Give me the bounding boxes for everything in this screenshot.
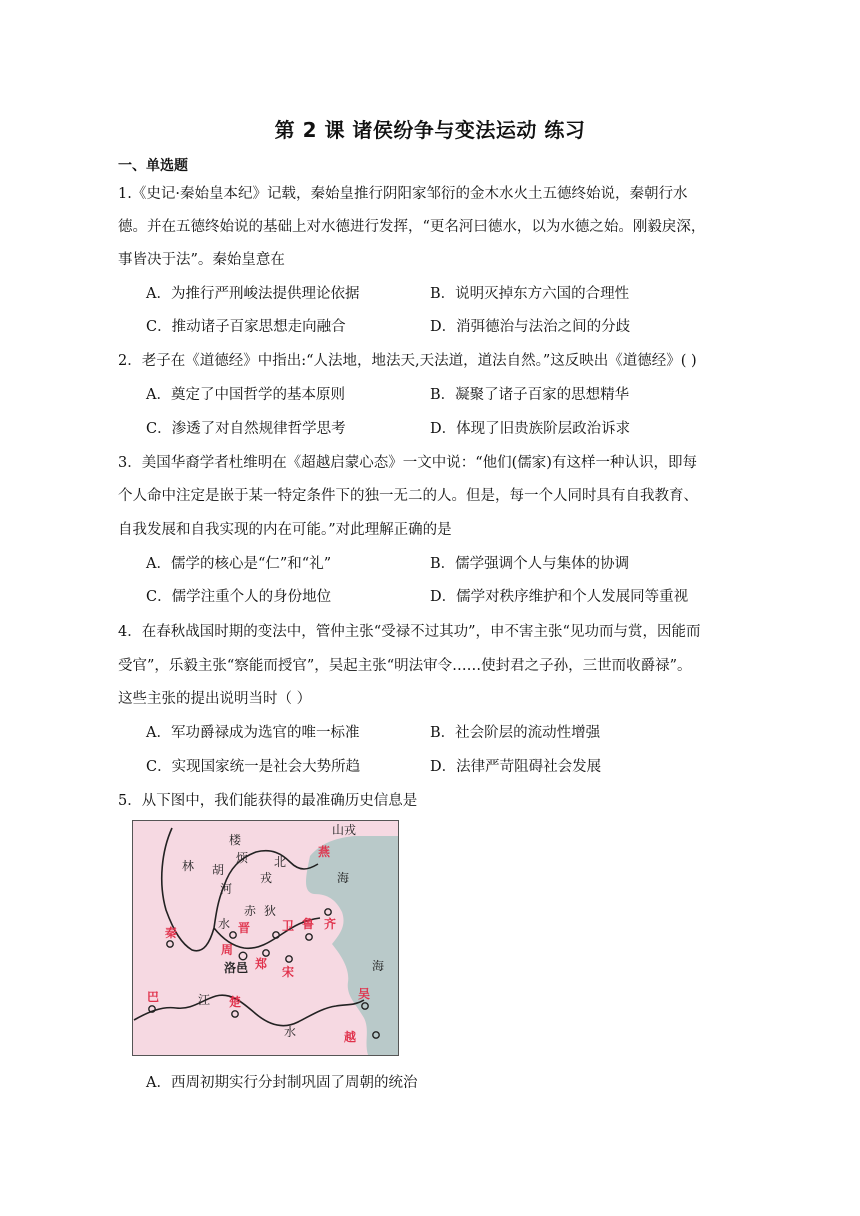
q5-line-1: 5．从下图中，我们能获得的最准确历史信息是 xyxy=(118,793,418,809)
q3-line-2: 个人命中注定是嵌于某一特定条件下的独一无二的人。但是，每一个人同时具有自我教育、 xyxy=(118,488,698,504)
map-label-shanrong: 山戎 xyxy=(332,823,357,837)
historical-map xyxy=(132,820,399,1056)
map-label-rong: 戎 xyxy=(260,871,273,885)
q3-option-b[interactable]: B．儒学强调个人与集体的协调 xyxy=(430,556,630,572)
q2-option-a[interactable]: A．奠定了中国哲学的基本原则 xyxy=(146,387,345,403)
map-label-lu: 鲁 xyxy=(302,917,315,931)
q4-option-a[interactable]: A．军功爵禄成为选官的唯一标准 xyxy=(146,725,360,741)
map-label-zheng: 郑 xyxy=(255,957,268,971)
map-label-shui-south: 水 xyxy=(284,1025,297,1039)
map-label-wei: 卫 xyxy=(282,919,295,933)
map-label-lin: 林 xyxy=(182,859,195,873)
map-label-yan: 燕 xyxy=(318,845,331,859)
q3-line-3: 自我发展和自我实现的内在可能。”对此理解正确的是 xyxy=(118,522,452,538)
q1-option-b[interactable]: B．说明灭掉东方六国的合理性 xyxy=(430,286,630,302)
map-label-shui-north: 水 xyxy=(218,917,231,931)
q3-option-d[interactable]: D．儒学对秩序维护和个人发展同等重视 xyxy=(430,589,689,605)
map-label-qi: 齐 xyxy=(324,917,337,931)
q1-option-a[interactable]: A．为推行严刑峻法提供理论依据 xyxy=(146,286,360,302)
q4-line-2: 受官”，乐毅主张“察能而授官”，吴起主张“明法审令……使封君之子孙，三世而收爵禄”。 xyxy=(118,658,692,674)
q4-line-1: 4．在春秋战国时期的变法中，管仲主张“受禄不过其功”，申不害主张“见功而与赏，因能而 xyxy=(118,624,701,640)
q5-option-a[interactable]: A．西周初期实行分封制巩固了周朝的统治 xyxy=(146,1075,418,1091)
map-label-ba: 巴 xyxy=(147,990,160,1004)
map-label-sea-north: 海 xyxy=(337,871,350,885)
q1-line-3: 事皆决于法”。秦始皇意在 xyxy=(118,252,285,268)
map-label-song: 宋 xyxy=(282,965,295,979)
page-title: 第 2 课 诸侯纷争与变法运动 练习 xyxy=(274,118,586,142)
section-heading: 一、单选题 xyxy=(118,158,188,174)
q4-option-c[interactable]: C．实现国家统一是社会大势所趋 xyxy=(146,759,361,775)
q2-option-d[interactable]: D．体现了旧贵族阶层政治诉求 xyxy=(430,421,631,437)
q2-option-c[interactable]: C．渗透了对自然规律哲学思考 xyxy=(146,421,346,437)
map-label-lou: 楼 xyxy=(229,833,242,847)
q1-option-d[interactable]: D．消弭德治与法治之间的分歧 xyxy=(430,319,631,335)
map-label-di: 狄 xyxy=(264,904,277,918)
map-label-he: 河 xyxy=(220,882,233,896)
q4-option-b[interactable]: B．社会阶层的流动性增强 xyxy=(430,725,601,741)
map-label-yue: 越 xyxy=(344,1030,357,1044)
q4-line-3: 这些主张的提出说明当时（ ） xyxy=(118,691,312,707)
q2-line-1: 2．老子在《道德经》中指出:“人法地，地法天,天法道，道法自然。”这反映出《道德经》( ) xyxy=(118,353,697,369)
q3-option-a[interactable]: A．儒学的核心是“仁”和“礼” xyxy=(146,556,332,572)
q3-line-1: 3．美国华裔学者杜维明在《超越启蒙心态》一文中说：“他们(儒家)有这样一种认识，即每 xyxy=(118,455,697,471)
map-label-chi: 赤 xyxy=(244,904,257,918)
map-label-wu: 吴 xyxy=(358,987,371,1001)
map-label-jin: 晋 xyxy=(238,921,251,935)
q1-line-1: 1.《史记·秦始皇本纪》记载，秦始皇推行阴阳家邹衍的金木水火土五德终始说，秦朝行水 xyxy=(118,186,688,202)
q4-option-d[interactable]: D．法律严苛阻碍社会发展 xyxy=(430,759,602,775)
q2-option-b[interactable]: B．凝聚了诸子百家的思想精华 xyxy=(430,387,630,403)
map-label-jiang: 江 xyxy=(198,993,211,1007)
map-label-chu: 楚 xyxy=(229,995,242,1009)
map-label-qin: 秦 xyxy=(165,926,178,940)
map-label-bei: 北 xyxy=(274,855,287,869)
map-label-zhou: 周 xyxy=(221,943,234,957)
map-label-fan: 烦 xyxy=(236,851,249,865)
q3-option-c[interactable]: C．儒学注重个人的身份地位 xyxy=(146,589,332,605)
map-label-sea-east: 海 xyxy=(372,959,385,973)
q1-option-c[interactable]: C．推动诸子百家思想走向融合 xyxy=(146,319,346,335)
map-label-luoyi: 洛邑 xyxy=(224,961,249,975)
map-label-hu: 胡 xyxy=(212,863,225,877)
q1-line-2: 德。并在五德终始说的基础上对水德进行发挥，“更名河曰德水，以为水德之始。刚毅戾深， xyxy=(118,219,706,235)
